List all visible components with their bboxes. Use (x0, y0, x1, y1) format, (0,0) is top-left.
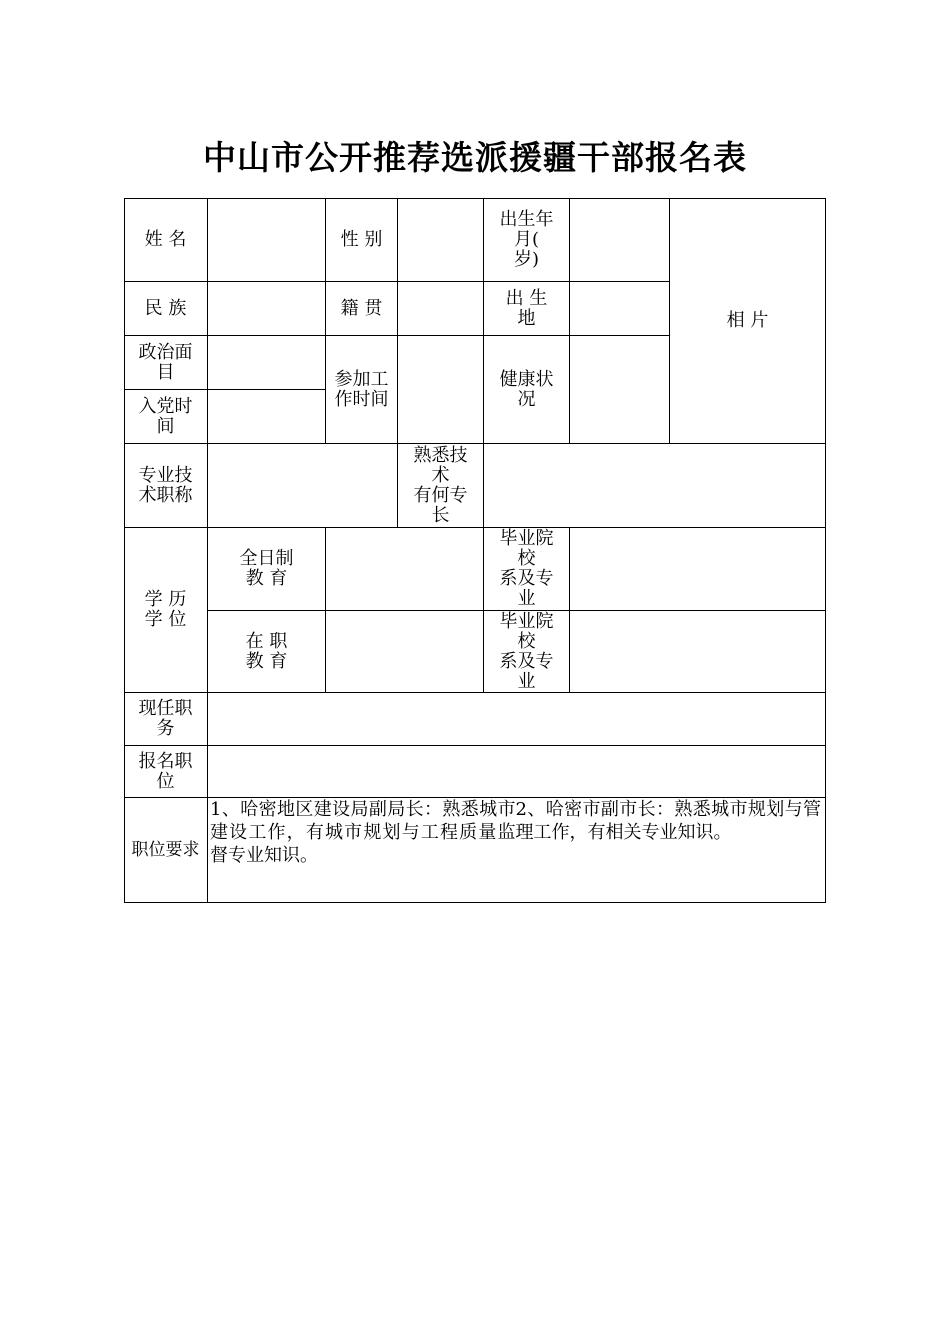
label-school2: 毕业院 校 系及专 业 (484, 611, 570, 693)
field-title-rank[interactable] (208, 444, 398, 528)
photo-box[interactable]: 相 片 (670, 198, 826, 444)
field-party-join[interactable] (208, 390, 326, 444)
label-inservice: 在 职 教 育 (208, 611, 326, 693)
registration-form-table (124, 198, 826, 903)
field-political-status[interactable] (208, 336, 326, 390)
field-school2[interactable] (570, 611, 826, 693)
label-school1: 毕业院 校 系及专 业 (484, 528, 570, 611)
label-applied-post: 报名职 位 (124, 746, 208, 798)
label-specialty: 熟悉技 术 有何专 长 (398, 444, 484, 528)
label-health: 健康状 况 (484, 336, 570, 444)
label-title-rank: 专业技 术职称 (124, 444, 208, 528)
label-work-start: 参加工 作时间 (326, 336, 398, 444)
field-current-post[interactable] (208, 693, 826, 746)
requirement-item-1: 1、哈密地区建设局副局长：熟悉城市建设工作，有城市规划与工程质量监督专业知识。 (210, 799, 516, 866)
field-native-place[interactable] (398, 282, 484, 336)
field-work-start[interactable] (398, 336, 484, 444)
field-gender[interactable] (398, 198, 484, 282)
field-school1[interactable] (570, 528, 826, 611)
label-requirements: 职位要求 (124, 798, 208, 903)
field-inservice[interactable] (326, 611, 484, 693)
label-birth: 出生年 月( 岁) (484, 198, 570, 282)
label-party-join: 入党时 间 (124, 390, 208, 444)
label-gender: 性 别 (326, 198, 398, 282)
label-education: 学 历 学 位 (124, 528, 208, 693)
requirement-item-2: 2、哈密市副市长：熟悉城市规划与管理工作，有相关专业知识。 (515, 799, 821, 843)
requirements-text (208, 798, 826, 903)
field-fulltime[interactable] (326, 528, 484, 611)
label-current-post: 现任职 务 (124, 693, 208, 746)
field-name[interactable] (208, 198, 326, 282)
field-health[interactable] (570, 336, 670, 444)
field-birth[interactable] (570, 198, 670, 282)
label-name: 姓 名 (124, 198, 208, 282)
field-applied-post[interactable] (208, 746, 826, 798)
label-ethnicity: 民 族 (124, 282, 208, 336)
form-title: 中山市公开推荐选派援疆干部报名表 (203, 138, 747, 177)
label-birthplace: 出 生 地 (484, 282, 570, 336)
label-political-status: 政治面 目 (124, 336, 208, 390)
label-native-place: 籍 贯 (326, 282, 398, 336)
label-fulltime: 全日制 教 育 (208, 528, 326, 611)
field-specialty[interactable] (484, 444, 826, 528)
field-birthplace[interactable] (570, 282, 670, 336)
field-ethnicity[interactable] (208, 282, 326, 336)
